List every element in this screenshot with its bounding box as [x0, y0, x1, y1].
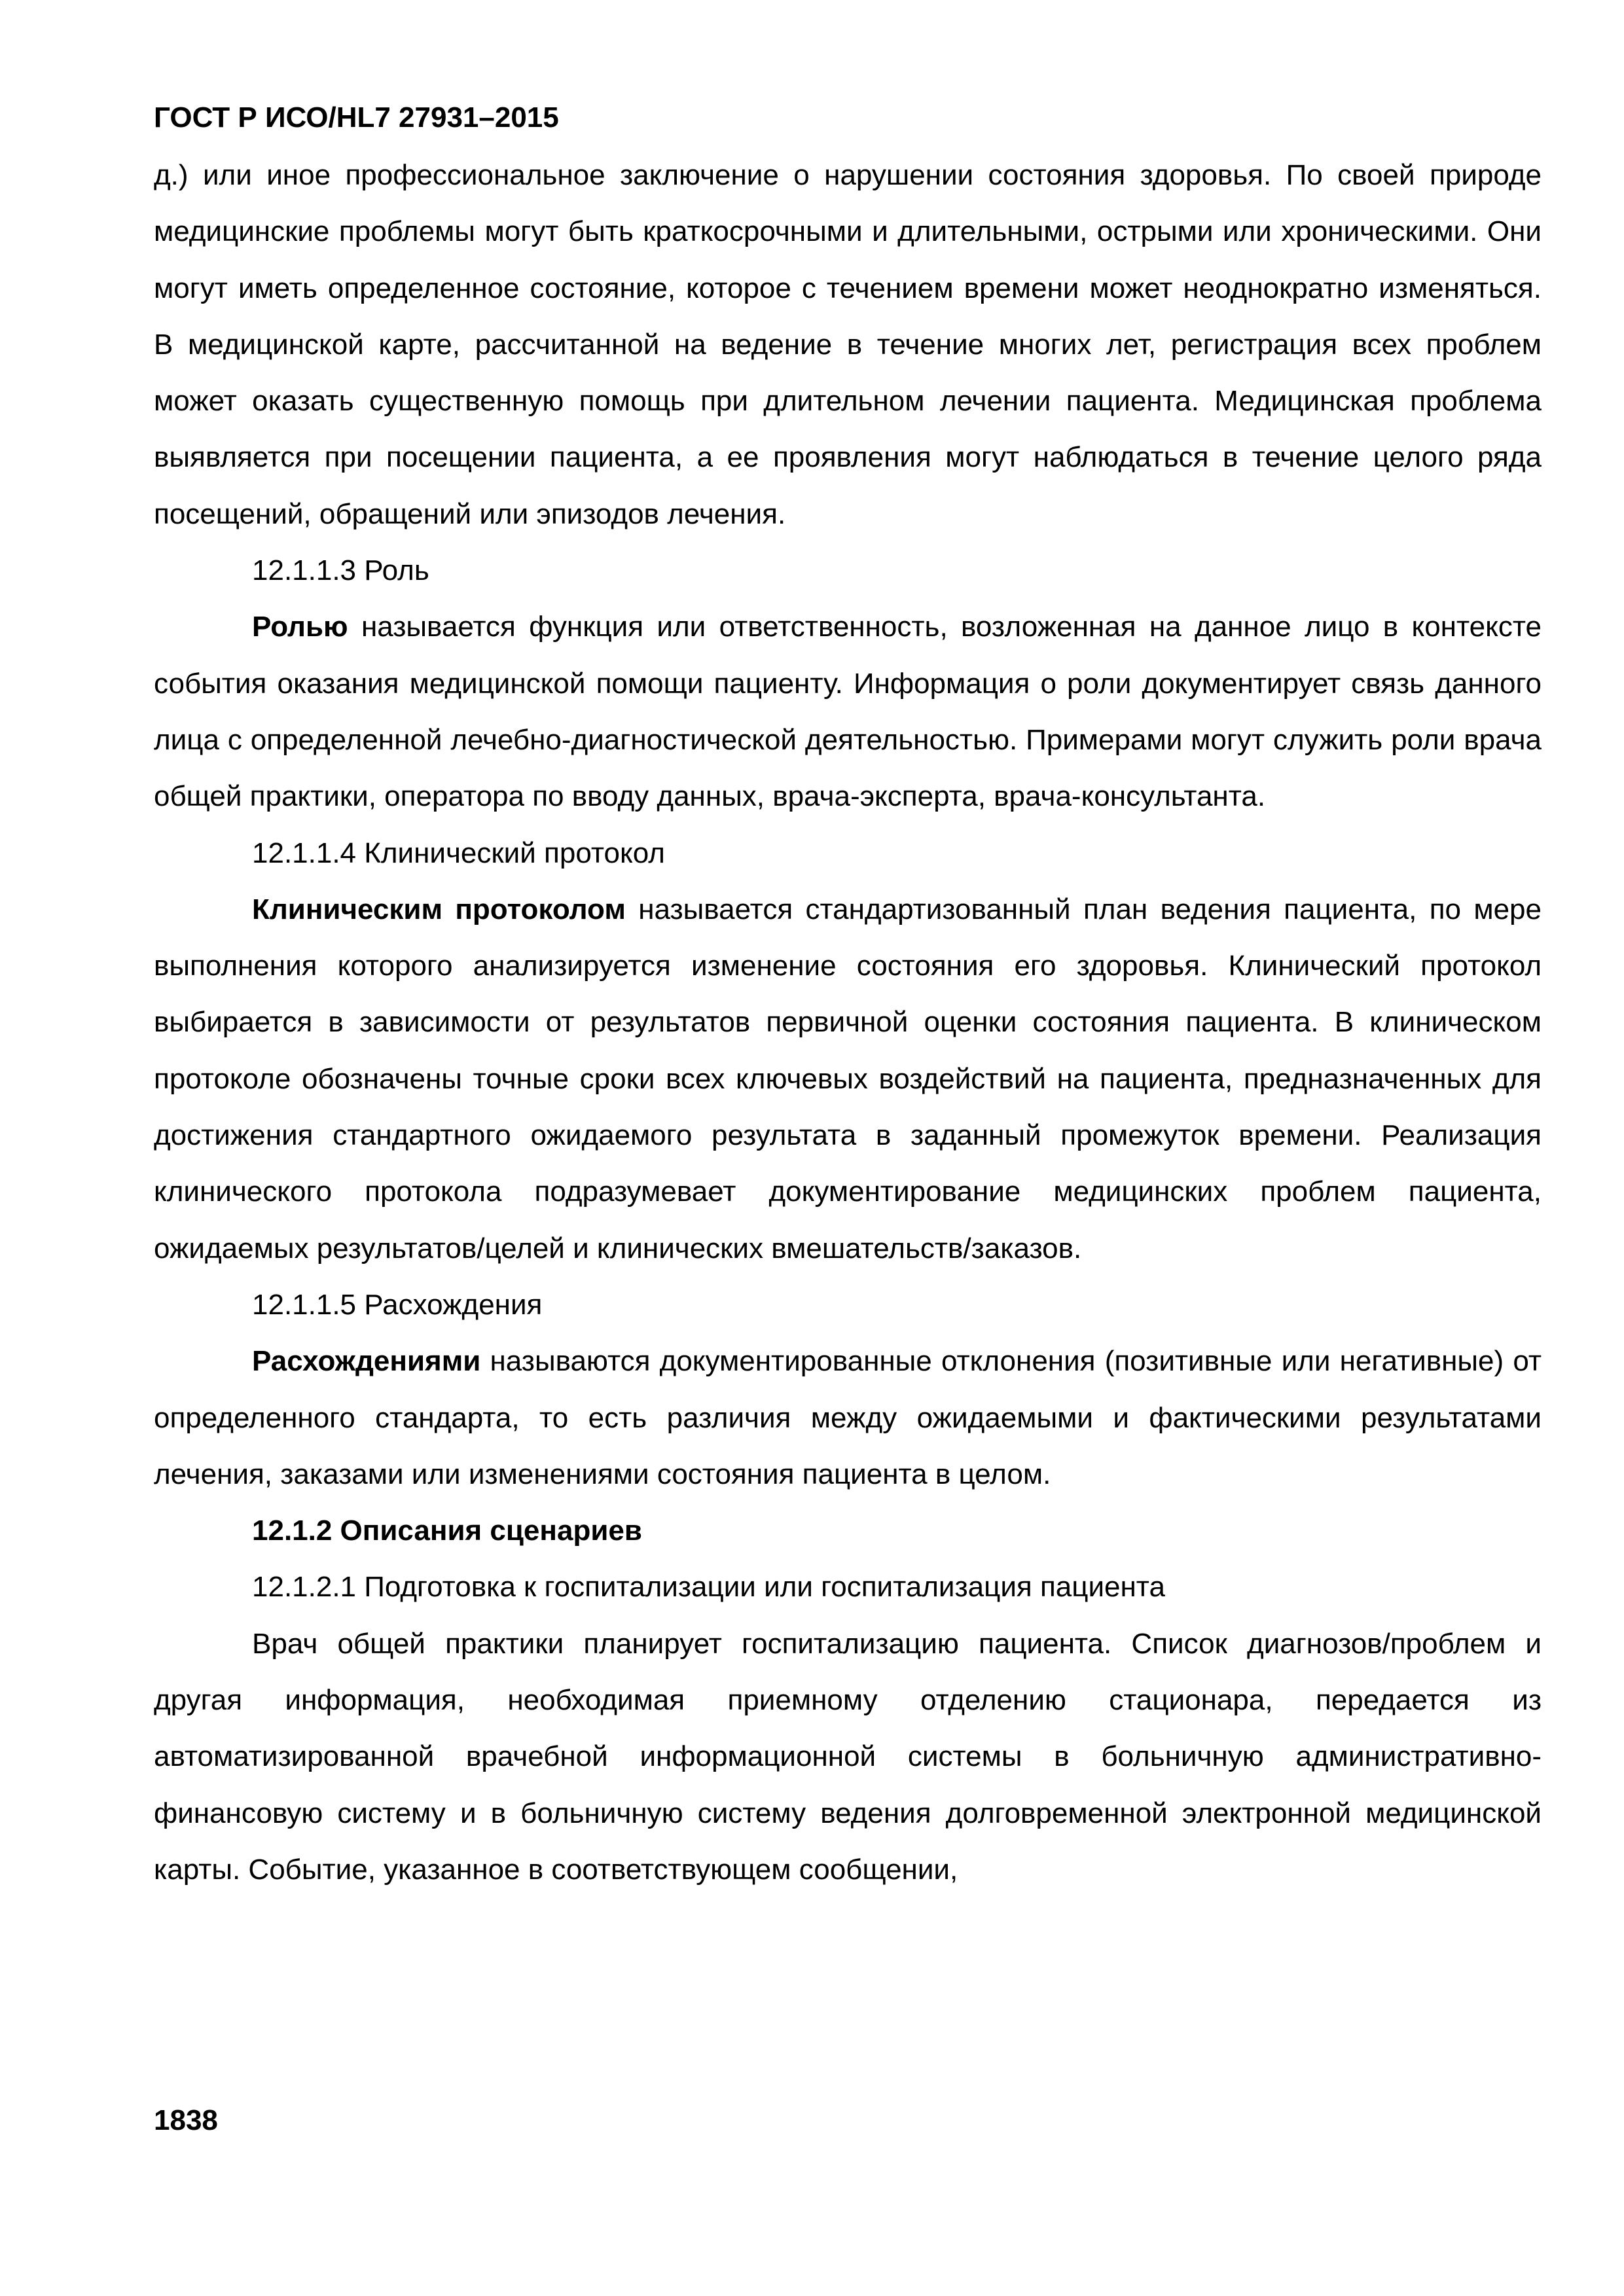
- definition-text: называется стандартизованный план ведения пациента, по мере выполнения которого анализируется изменение состояния его здоровья. Клинический протокол выбирается в зависимости от результатов первичной оценки состояния пациента. В клиническом протоколе обозначены точные сроки всех ключевых воздействий на пациента, предназначенных для достижения стандартного ожидаемого результата в заданный промежуток времени. Реализация клинического протокола подразумевает документирование медицинских проблем пациента, ожидаемых результатов/целей и клинических вмешательств/заказов.: [154, 893, 1542, 1265]
- section-heading-12-1-1-5: 12.1.1.5 Расхождения: [252, 1288, 543, 1321]
- page-number: 1838: [154, 2104, 218, 2136]
- defined-term: Расхождениями: [252, 1345, 481, 1378]
- paragraph-role-definition: [154, 599, 1542, 825]
- section-heading-12-1-2-1: 12.1.2.1 Подготовка к госпитализации или госпитализация пациента: [252, 1571, 1165, 1604]
- section-heading-12-1-1-4: 12.1.1.4 Клинический протокол: [252, 836, 665, 869]
- definition-text: называются документированные отклонения (позитивные или негативные) от определенного стандарта, то есть различия между ожидаемыми и фактическими результатами лечения, заказами или изменениями состояния пациента в целом.: [154, 1345, 1542, 1490]
- defined-term: Ролью: [252, 611, 348, 643]
- definition-text: называется функция или ответственность, возложенная на данное лицо в контексте события оказания медицинской помощи пациенту. Информация о роли документирует связь данного лица с определенной лечебно-диагностической деятельностью. Примерами могут служить роли врача общей практики, оператора по вводу данных, врача-эксперта, врача-консультанта.: [154, 611, 1542, 813]
- section-heading-12-1-2: 12.1.2 Описания сценариев: [252, 1515, 642, 1547]
- document-body: [154, 147, 1542, 1898]
- paragraph-discrepancies-definition: [154, 1333, 1542, 1503]
- defined-term: Клиническим протоколом: [252, 893, 626, 925]
- paragraph-clinical-protocol-definition: [154, 882, 1542, 1277]
- document-header: ГОСТ Р ИСО/HL7 27931–2015: [154, 101, 559, 134]
- paragraph-scenario: Врач общей практики планирует госпитализацию пациента. Список диагнозов/проблем и другая информация, необходимая приемному отделению стационара, передается из автоматизированной врачебной информационной системы в больничную административно-финансовую систему и в больничную систему ведения долговременной электронной медицинской карты. Событие, указанное в соответствующем сообщении,: [154, 1627, 1542, 1886]
- paragraph-continuation: д.) или иное профессиональное заключение о нарушении состояния здоровья. По своей природе медицинские проблемы могут быть краткосрочными и длительными, острыми или хроническими. Они могут иметь определенное состояние, которое с течением времени может неоднократно изменяться. В медицинской карте, рассчитанной на ведение в течение многих лет, регистрация всех проблем может оказать существенную помощь при длительном лечении пациента. Медицинская проблема выявляется при посещении пациента, а ее проявления могут наблюдаться в течение целого ряда посещений, обращений или эпизодов лечения.: [154, 159, 1542, 530]
- section-heading-12-1-1-3: 12.1.1.3 Роль: [252, 554, 429, 587]
